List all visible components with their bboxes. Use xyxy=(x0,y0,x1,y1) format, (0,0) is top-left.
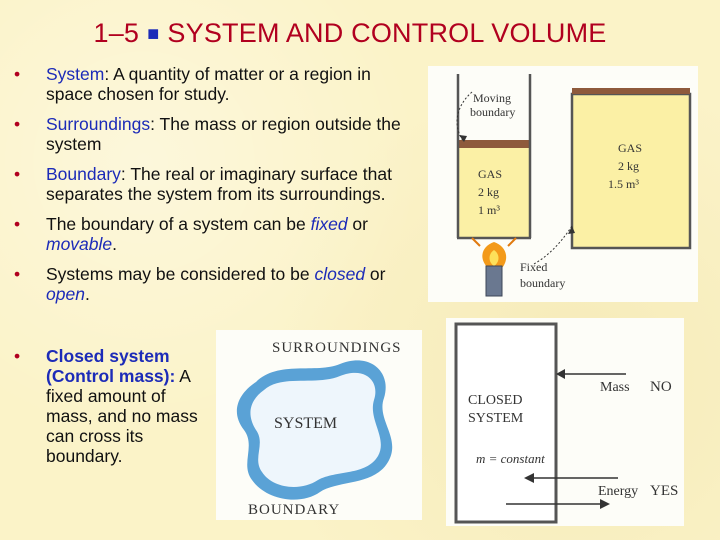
fixed-arrow xyxy=(534,226,572,264)
burner-icon xyxy=(486,266,502,296)
def-closed-system: A fixed amount of mass, and no mass can cross its boundary. xyxy=(46,366,198,466)
closed-system-figure xyxy=(446,318,684,526)
bullet-icon: • xyxy=(14,64,21,84)
text-mid: or xyxy=(365,264,386,284)
bullet-icon: • xyxy=(14,346,21,366)
mass-constant-label: m = constant xyxy=(476,451,545,466)
piston-diagram xyxy=(428,66,698,302)
gas-right-name: GAS xyxy=(618,141,643,155)
def-boundary: : The real or imaginary surface that separates the system from its surroundings. xyxy=(46,164,392,204)
gas-right-mass: 2 kg xyxy=(618,159,639,173)
term-boundary: Boundary xyxy=(46,164,121,184)
text-mid: or xyxy=(347,214,368,234)
term-closed-system: Closed system (Control mass): xyxy=(46,346,176,386)
definition-list xyxy=(12,64,422,314)
term-system: System xyxy=(46,64,105,84)
piston-figure xyxy=(428,66,698,302)
title-text: SYSTEM AND CONTROL VOLUME xyxy=(167,18,607,48)
system-label: SYSTEM xyxy=(274,415,338,432)
bullet-icon: • xyxy=(14,164,21,184)
bullet-fixed-movable xyxy=(12,214,422,254)
gas-left-volume: 1 m³ xyxy=(478,203,500,217)
page-title xyxy=(0,18,700,49)
bullet-closed-open xyxy=(12,264,422,304)
square-icon: ■ xyxy=(147,23,160,45)
closed-label-2: SYSTEM xyxy=(468,411,524,426)
energy-label: Energy xyxy=(598,484,639,499)
system-diagram xyxy=(216,330,422,520)
mass-label: Mass xyxy=(600,380,630,395)
bullet-system xyxy=(12,64,422,104)
gas-right-volume: 1.5 m³ xyxy=(608,177,639,191)
text-pre: The boundary of a system can be xyxy=(46,214,311,234)
closed-system-list xyxy=(12,346,212,466)
moving-label-2: boundary xyxy=(470,105,516,119)
text-post: . xyxy=(112,234,118,254)
kw-fixed: fixed xyxy=(310,214,348,234)
bullet-icon: • xyxy=(14,214,21,234)
def-system: : A quantity of matter or a region in space chosen for study. xyxy=(46,64,371,104)
kw-closed: closed xyxy=(314,264,366,284)
piston xyxy=(458,140,530,148)
fixed-label-1: Fixed xyxy=(520,260,548,274)
gas-left-mass: 2 kg xyxy=(478,185,499,199)
bullet-icon: • xyxy=(14,114,21,134)
def-surroundings: : The mass or region outside the system xyxy=(46,114,401,154)
text-pre: Systems may be considered to be xyxy=(46,264,315,284)
moving-label-1: Moving xyxy=(473,91,512,105)
bullet-surroundings xyxy=(12,114,422,154)
surroundings-label: SURROUNDINGS xyxy=(272,340,402,356)
term-surroundings: Surroundings xyxy=(46,114,151,134)
section-number: 1–5 xyxy=(93,18,140,48)
mass-no-label: NO xyxy=(650,379,672,395)
energy-out-arrowhead-icon xyxy=(600,499,610,509)
bullet-closed-system xyxy=(12,346,212,466)
bullet-icon: • xyxy=(14,264,21,284)
gas-left-name: GAS xyxy=(478,167,503,181)
closed-label-1: CLOSED xyxy=(468,393,523,408)
kw-movable: movable xyxy=(46,234,113,254)
bullet-boundary xyxy=(12,164,422,204)
energy-yes-label: YES xyxy=(650,483,679,499)
kw-open: open xyxy=(46,284,85,304)
boundary-label: BOUNDARY xyxy=(248,502,341,518)
system-figure xyxy=(216,330,422,520)
fixed-label-2: boundary xyxy=(520,276,566,290)
fixed-lid xyxy=(572,88,690,94)
closed-system-diagram xyxy=(446,318,684,526)
text-post: . xyxy=(84,284,90,304)
